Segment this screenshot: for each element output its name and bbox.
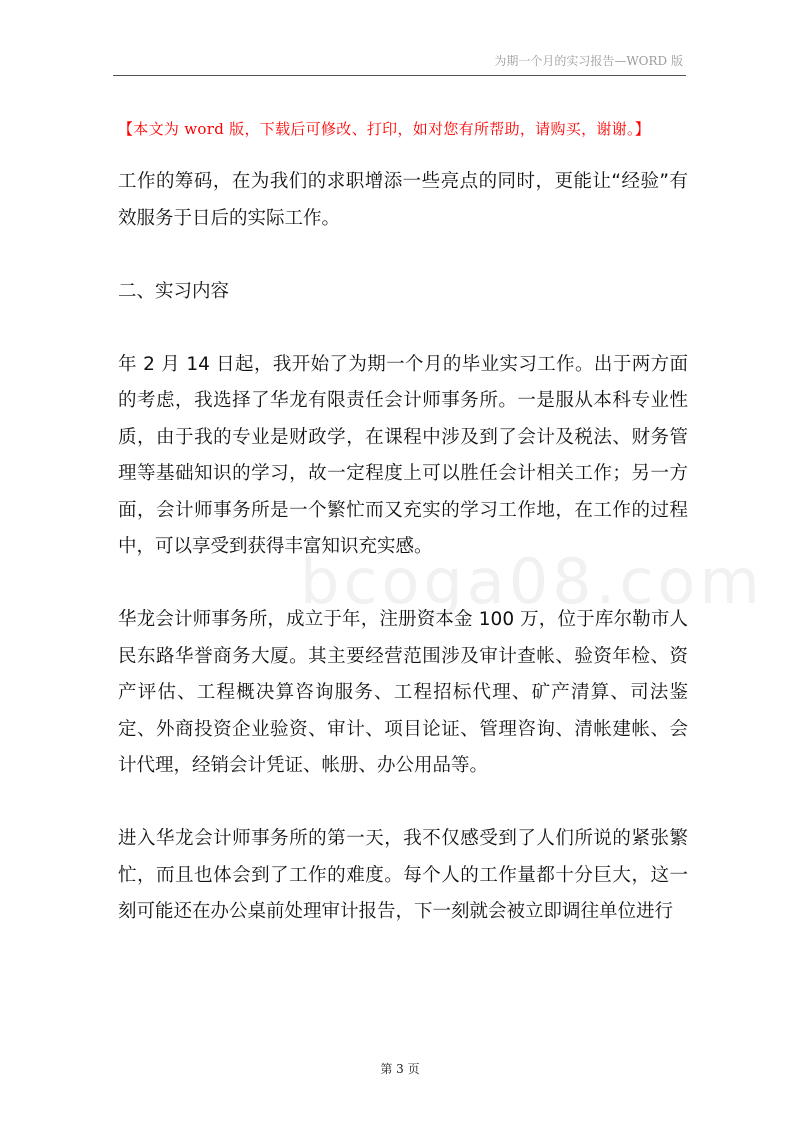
paragraph: 进入华龙会计师事务所的第一天，我不仅感受到了人们所说的紧张繁忙，而且也体会到了工作的难度。每个人的工作量都十分巨大，这一刻可能还在办公桌前处理审计报告，下一刻就会被立即调往单位进行: [118, 828, 688, 922]
paragraph: 年 2 月 14 日起，我开始了为期一个月的毕业实习工作。出于两方面的考虑，我选择了华龙有限责任会计师事务所。一是服从本科专业性质，由于我的专业是财政学，在课程中涉及到了会计及税法、财务管理等基础知识的学习，故一定程度上可以胜任会计相关工作；另一方面，会计师事务所是一个繁忙而又充实的学习工作地，在工作的过程中，可以享受到获得丰富知识充实感。: [118, 353, 688, 557]
header-divider: [113, 75, 686, 76]
page-number: 第 3 页: [380, 1062, 420, 1076]
document-body: [118, 164, 688, 967]
paragraph: 工作的筹码，在为我们的求职增添一些亮点的同时，更能让“经验”有效服务于日后的实际工作。: [118, 171, 688, 229]
watermark: bcoga08.com: [300, 545, 764, 618]
paragraph: 华龙会计师事务所，成立于年，注册资本金 100 万，位于库尔勒市人民东路华誉商务大厦。其主要经营范围涉及审计查帐、验资年检、资产评估、工程概决算咨询服务、工程招标代理、矿产清算、司法鉴定、外商投资企业验资、审计、项目论证、管理咨询、清帐建帐、会计代理，经销会计凭证、帐册、办公用品等。: [118, 609, 688, 776]
section-heading: 二、实习内容: [118, 280, 230, 302]
download-notice: 【本文为 word 版，下载后可修改、打印，如对您有所帮助，请购买，谢谢。】: [118, 120, 651, 138]
running-header: 为期一个月的实习报告—WORD 版: [494, 54, 683, 68]
